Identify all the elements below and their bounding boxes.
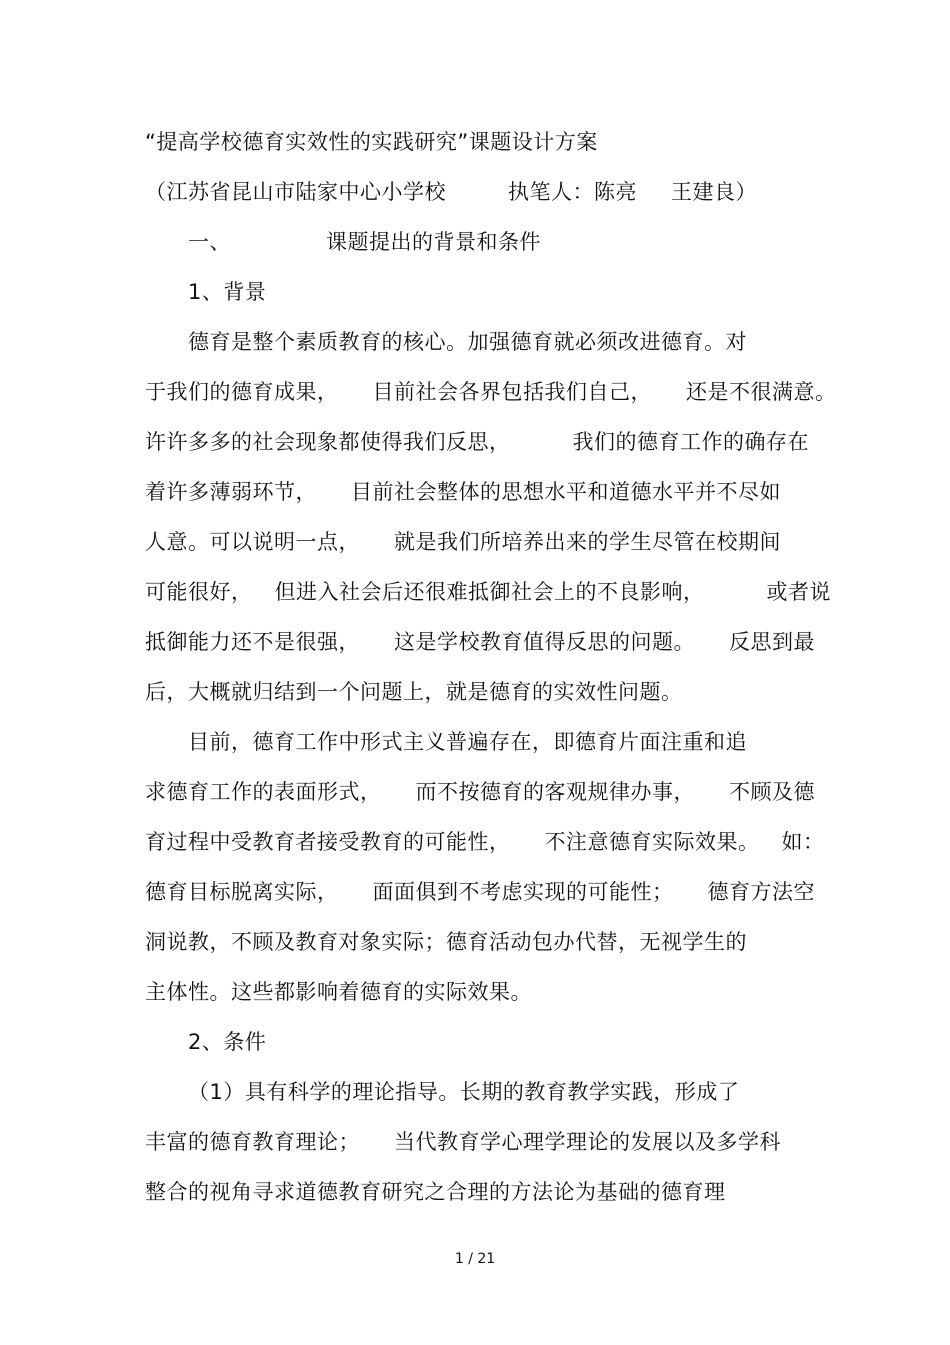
paragraph-line: 德育是整个素质教育的核心。加强德育就必须改进德育。对 <box>188 330 747 354</box>
text-segment: 于我们的德育成果， <box>145 380 339 404</box>
paragraph-line <box>145 1128 781 1156</box>
text-segment: 就是我们所培养出来的学生尽管在校期间 <box>394 530 781 554</box>
text-segment: 目前社会各界包括我们自己， <box>372 380 652 404</box>
text-segment: 这是学校教育值得反思的问题。 <box>394 630 695 654</box>
paragraph-line: 目前，德育工作中形式主义普遍存在，即德育片面注重和追 <box>188 730 747 754</box>
text-segment: 而不按德育的客观规律办事， <box>415 780 695 804</box>
text-segment: 或者说 <box>766 580 831 604</box>
text-segment: 不顾及德 <box>729 780 815 804</box>
text-segment: 如： <box>781 830 825 854</box>
page-total: 21 <box>477 1251 496 1267</box>
text-segment: 但进入社会后还很难抵御社会上的不良影响， <box>274 580 705 604</box>
paragraph-line <box>145 428 809 456</box>
paragraph-line: 主体性。这些都影响着德育的实际效果。 <box>145 980 532 1004</box>
section-number: 一、 <box>188 230 231 254</box>
byline <box>145 178 757 206</box>
text-segment: 许许多多的社会现象都使得我们反思， <box>145 430 511 454</box>
paragraph-line <box>145 378 837 406</box>
paragraph-line <box>145 578 831 606</box>
text-segment: 丰富的德育教育理论； <box>145 1130 360 1154</box>
text-segment: 当代教育学心理学理论的发展以及多学科 <box>394 1130 781 1154</box>
text-segment: 面面俱到不考虑实现的可能性； <box>372 880 674 904</box>
section-title: 课题提出的背景和条件 <box>326 230 541 254</box>
byline-author: 执笔人：陈亮 <box>508 180 637 204</box>
page-current: 1 <box>454 1251 464 1267</box>
paragraph-line: 整合的视角寻求道德教育研究之合理的方法论为基础的德育理 <box>145 1180 726 1204</box>
text-segment: 育过程中受教育者接受教育的可能性， <box>145 830 511 854</box>
paragraph-line <box>145 878 815 906</box>
text-segment: 人意。可以说明一点， <box>145 530 360 554</box>
paragraph-line <box>145 778 815 806</box>
text-segment: 求德育工作的表面形式， <box>145 780 382 804</box>
subheading-conditions: 2、条件 <box>188 1030 267 1054</box>
text-segment: 我们的德育工作的确存在 <box>572 430 809 454</box>
byline-author2: 王建良） <box>671 180 757 204</box>
paragraph-line <box>145 478 781 506</box>
text-segment: 反思到最 <box>729 630 815 654</box>
text-segment: 着许多薄弱环节， <box>145 480 317 504</box>
text-segment: 德育目标脱离实际， <box>145 880 339 904</box>
paragraph-line: 洞说教，不顾及教育对象实际；德育活动包办代替，无视学生的 <box>145 930 747 954</box>
paragraph-line <box>145 528 781 556</box>
text-segment: 还是不很满意。 <box>686 380 837 404</box>
paragraph-line <box>145 828 825 856</box>
byline-school: （江苏省昆山市陆家中心小学校 <box>145 180 446 204</box>
paragraph-line <box>145 628 815 656</box>
document-title: “提高学校德育实效性的实践研究”课题设计方案 <box>145 130 598 154</box>
text-segment: 抵御能力还不是很强， <box>145 630 360 654</box>
text-segment: 目前社会整体的思想水平和道德水平并不尽如 <box>351 480 781 504</box>
text-segment: 德育方法空 <box>707 880 815 904</box>
paragraph-line: （1）具有科学的理论指导。长期的教育教学实践，形成了 <box>188 1080 740 1104</box>
subheading-background: 1、背景 <box>188 280 267 304</box>
text-segment: 不注意德育实际效果。 <box>544 830 760 854</box>
page-separator: / <box>468 1251 473 1267</box>
page-number <box>0 1250 950 1268</box>
paragraph-line: 后，大概就归结到一个问题上，就是德育的实效性问题。 <box>145 680 683 704</box>
text-segment: 可能很好， <box>145 580 253 604</box>
section-heading-1 <box>188 228 541 256</box>
